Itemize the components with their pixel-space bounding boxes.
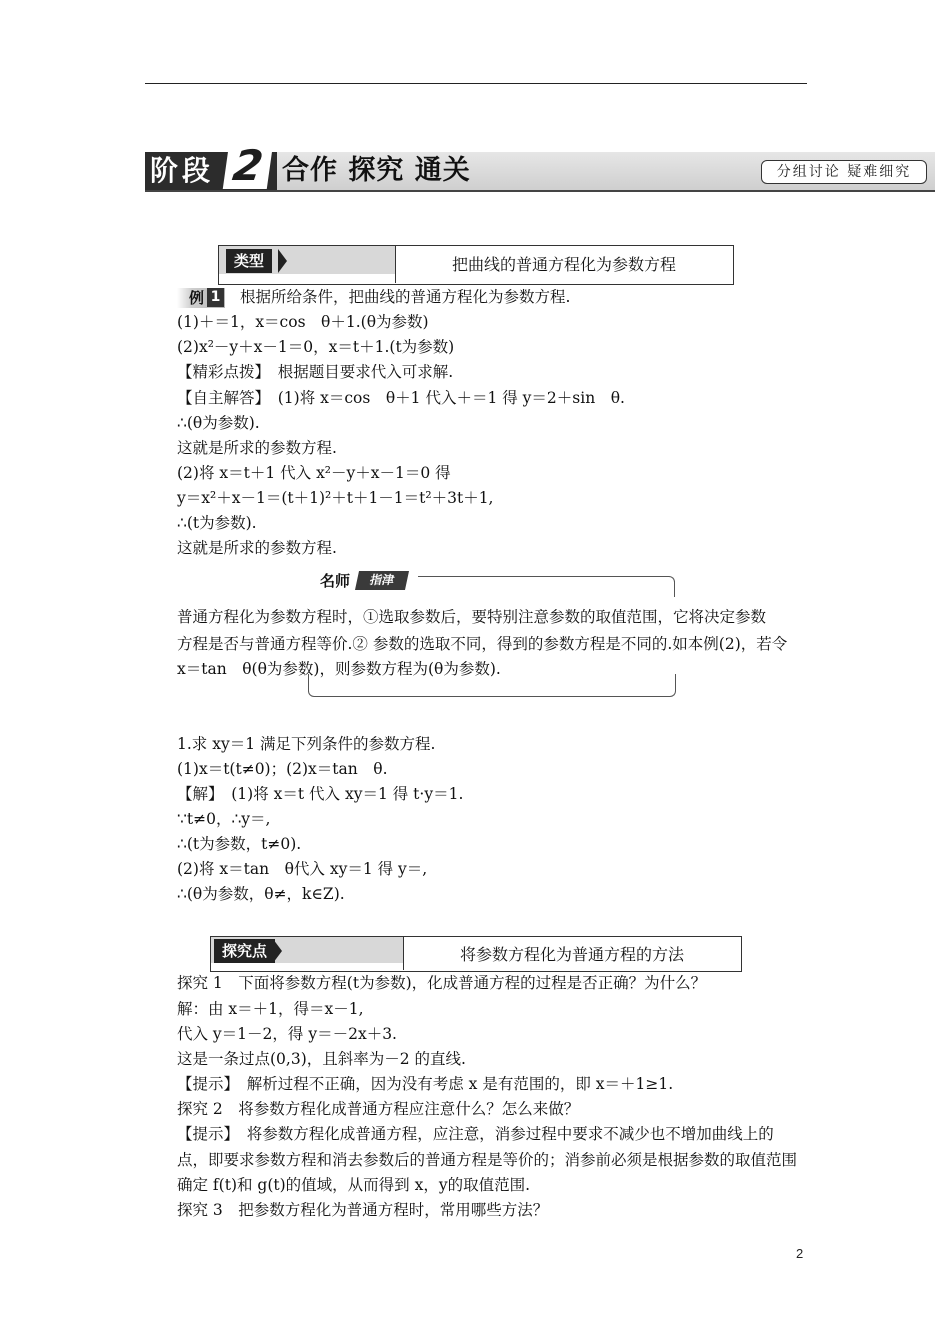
exercise-line: ∴(θ为参数，θ≠，k∈Z). (177, 885, 345, 903)
exercise-line: ∵t≠0，∴y＝, (177, 810, 271, 828)
exercise-line: ∴(t为参数，t≠0). (177, 835, 302, 853)
page-number: 2 (796, 1246, 804, 1261)
stage-label: 阶段 (150, 154, 215, 187)
inquiry-title: 将参数方程化为普通方程的方法 (459, 945, 684, 964)
example-line: 【精彩点拨】 根据题目要求代入可求解. (177, 363, 454, 381)
inquiry-line: 探究 1 下面将参数方程(t为参数)，化成普通方程的过程是否正确？为什么？ (177, 974, 707, 992)
inquiry-tag: 探究点 (214, 939, 275, 963)
example-line: (1)＋＝1，x＝cos θ＋1.(θ为参数) (177, 313, 429, 331)
inquiry-line: 这是一条过点(0,3)，且斜率为－2 的直线. (177, 1050, 466, 1068)
note-label: 名师 (320, 572, 351, 590)
example-number: 1 (207, 288, 224, 307)
example-line: y＝x²＋x－1＝(t＋1)²＋t＋1－1＝t²＋3t＋1, (177, 489, 494, 507)
example-tag-label: 例 (189, 289, 205, 307)
note-frame-top (418, 576, 675, 597)
exercise-line: (1)x＝t(t≠0)；(2)x＝tan θ. (177, 760, 388, 778)
type-arrow-icon (278, 249, 287, 273)
inquiry-line: 【提示】 解析过程不正确，因为没有考虑 x 是有范围的，即 x＝＋1≥1. (177, 1075, 674, 1093)
stage-number: 2 (223, 143, 273, 189)
exercise-line: (2)将 x＝tan θ代入 xy＝1 得 y＝, (177, 860, 428, 878)
note-line: x＝tan θ(θ为参数)，则参数方程为(θ为参数). (177, 660, 501, 678)
inquiry-paragraph-line: 确定 f(t)和 g(t)的值域，从而得到 x，y的取值范围. (177, 1176, 531, 1194)
example-line: (2)x²－y＋x－1＝0，x＝t＋1.(t为参数) (177, 338, 455, 356)
stage-tag: 分组讨论 疑难细究 (761, 160, 927, 184)
note-line: 普通方程化为参数方程时，①选取参数后，要特别注意参数的取值范围，它将决定参数 (177, 608, 767, 626)
exercise-line: 1.求 xy＝1 满足下列条件的参数方程. (177, 735, 436, 753)
inquiry-line: 探究 3 把参数方程化为普通方程时，常用哪些方法？ (177, 1201, 549, 1219)
type-tag: 类型 (226, 249, 272, 273)
stage-title: 合作 探究 通关 (282, 155, 471, 186)
exercise-line: 【解】 (1)将 x＝t 代入 xy＝1 得 t·y＝1. (177, 785, 464, 803)
example-line: 【自主解答】 (1)将 x＝cos θ＋1 代入＋＝1 得 y＝2＋sin θ. (177, 389, 625, 407)
inquiry-paragraph-line: 【提示】 将参数方程化成普通方程，应注意，消参过程中要求不减少也不增加曲线上的 (177, 1125, 774, 1143)
note-chip: 指津 (355, 571, 409, 590)
example-line: ∴(t为参数). (177, 514, 257, 532)
header-rule (145, 83, 807, 84)
inquiry-arrow-icon (273, 939, 282, 963)
example-line: ∴(θ为参数). (177, 414, 260, 432)
type-title: 把曲线的普通方程化为参数方程 (451, 255, 676, 274)
example-line: 这就是所求的参数方程. (177, 539, 337, 557)
example-line: 根据所给条件，把曲线的普通方程化为参数方程. (240, 288, 571, 306)
inquiry-line: 代入 y＝1－2，得 y＝－2x＋3. (177, 1025, 397, 1043)
inquiry-line: 探究 2 将参数方程化成普通方程应注意什么？怎么来做？ (177, 1100, 580, 1118)
inquiry-line: 解：由 x＝＋1，得＝x－1, (177, 1000, 364, 1018)
example-line: 这就是所求的参数方程. (177, 439, 337, 457)
example-line: (2)将 x＝t＋1 代入 x²－y＋x－1＝0 得 (177, 464, 451, 482)
inquiry-paragraph-line: 点，即要求参数方程和消去参数后的普通方程是等价的；消参前必须是根据参数的取值范围 (177, 1151, 798, 1169)
note-line: 方程是否与普通方程等价.② 参数的选取不同，得到的参数方程是不同的.如本例(2)，若令 (177, 635, 788, 653)
